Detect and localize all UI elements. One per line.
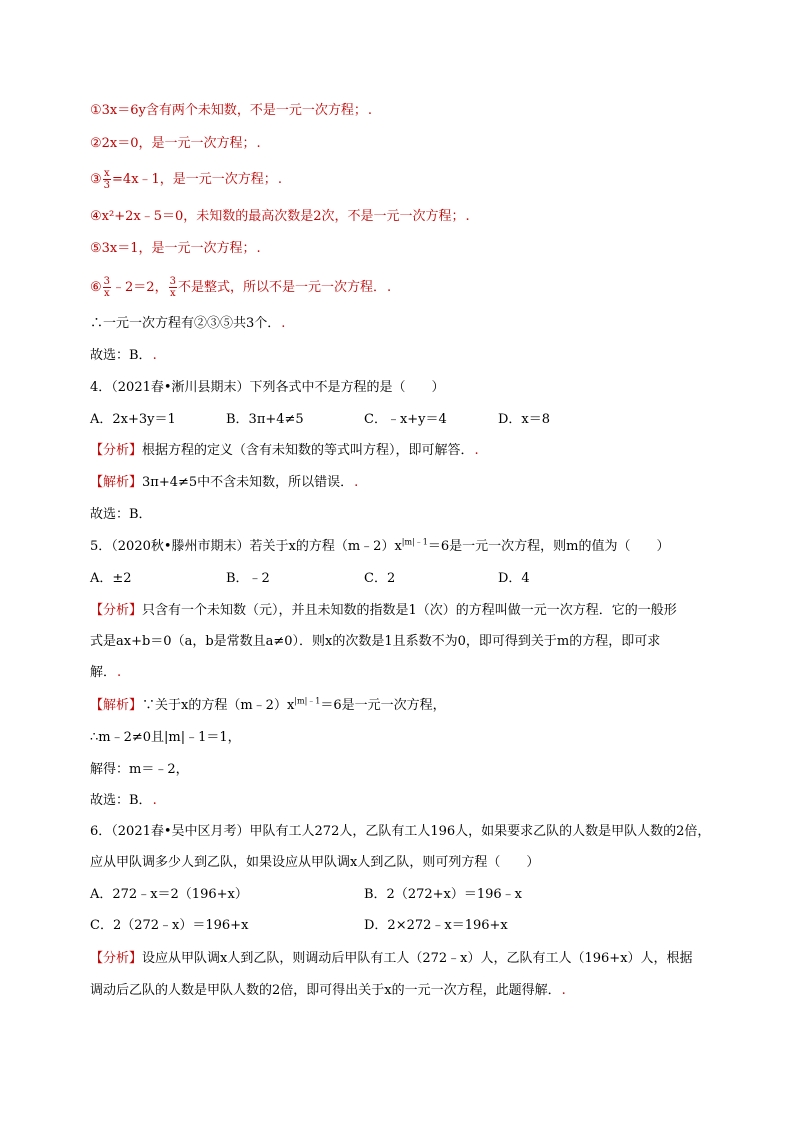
question-5-step-2: 解得：m＝﹣2， [90, 762, 189, 777]
question-6-stem-2: 应从甲队调多少人到乙队，如果设应从甲队调x人到乙队，则可列方程（ ） [90, 855, 540, 870]
option-d: D．4 [498, 571, 530, 586]
question-5-analysis-3: 解．. [90, 665, 122, 680]
option-c: C．﹣x+y＝4 [364, 412, 447, 427]
statement-1: ①3x＝6y含有两个未知数，不是一元一次方程；. [90, 103, 373, 118]
option-c: C．2（272﹣x）＝196+x [90, 918, 249, 933]
option-d: D．x＝8 [498, 412, 551, 427]
answer-5: 故选：B．. [90, 793, 157, 808]
statement-3: ③ $\frac{x}{3}$ =4x﹣1，是一元一次方程；. [90, 168, 282, 191]
question-6-analysis-2: 调动后乙队的人数是甲队人数的2倍，即可得出关于x的一元一次方程，此题得解．. [90, 983, 566, 998]
answer-4: 故选：B． [90, 507, 152, 522]
question-4-stem: 4．（2021春•淅川县期末）下列各式中不是方程的是（ ） [90, 380, 445, 395]
statement-4: ④x²+2x﹣5＝0，未知数的最高次数是2次，不是一元一次方程；. [90, 209, 470, 224]
question-5-solution: 【解析】∵关于x的方程$(m﹣2)x^{|m|﹣1}=6$是一元一次方程， [90, 696, 446, 713]
question-5-stem: 5．（2020秋•滕州市期末）若关于x的方程$(m﹣2)x^{|m|﹣1}=6$是一元一次方程，则m的值为（ ） [90, 537, 670, 554]
answer-3: 故选：B．. [90, 348, 157, 363]
fraction-x-over-3: $\frac{x}{3}$ [103, 168, 111, 191]
option-c: C．2 [364, 571, 396, 586]
statement-2: ②2x＝0，是一元一次方程；. [90, 136, 261, 151]
question-5-analysis-2: 式是ax+b＝0（a，b是常数且a≠0）．则x的次数是1且系数不为0，即可得到关于m的方程，即可求 [90, 634, 661, 649]
question-4-solution: 【解析】3π+4≠5中不含未知数，所以错误．. [90, 475, 359, 490]
statement-6: ⑥ $\frac{3}{x}$ ﹣2＝2， $\frac{3}{x}$ 不是整式，所以不是一元一次方程．. [90, 276, 392, 299]
option-b: B．2（272+x）＝196﹣x [364, 887, 523, 902]
conclusion: ∴一元一次方程有②③⑤共3个．. [90, 316, 286, 331]
question-4-analysis: 【分析】根据方程的定义（含有未知数的等式叫方程），即可解答．. [90, 443, 479, 458]
question-5-step-1: ∴m﹣2≠0且|m|﹣1＝1， [90, 730, 241, 745]
fraction-3-over-x-2: $\frac{3}{x}$ [169, 276, 176, 299]
option-b: B．﹣2 [226, 571, 270, 586]
option-d: D．2×272﹣x＝196+x [364, 918, 508, 933]
statement-5: ⑤3x＝1，是一元一次方程；. [90, 241, 261, 256]
question-5-analysis: 【分析】只含有一个未知数（元），并且未知数的指数是1（次）的方程叫做一元一次方程．它的一般形 [90, 603, 677, 618]
question-6-analysis: 【分析】设应从甲队调x人到乙队，则调动后甲队有工人（272﹣x）人，乙队有工人（196+x）人，根据 [90, 951, 693, 966]
fraction-3-over-x: $\frac{3}{x}$ [103, 276, 111, 299]
option-a: A．2x+3y＝1 [90, 412, 176, 427]
option-a: A．272﹣x＝2（196+x） [90, 887, 248, 902]
option-a: A．±2 [90, 571, 132, 586]
option-b: B．3π+4≠5 [226, 412, 304, 427]
question-6-stem: 6．（2021春•吴中区月考）甲队有工人272人，乙队有工人196人，如果要求乙队的人数是甲队人数的2倍， [90, 824, 711, 839]
